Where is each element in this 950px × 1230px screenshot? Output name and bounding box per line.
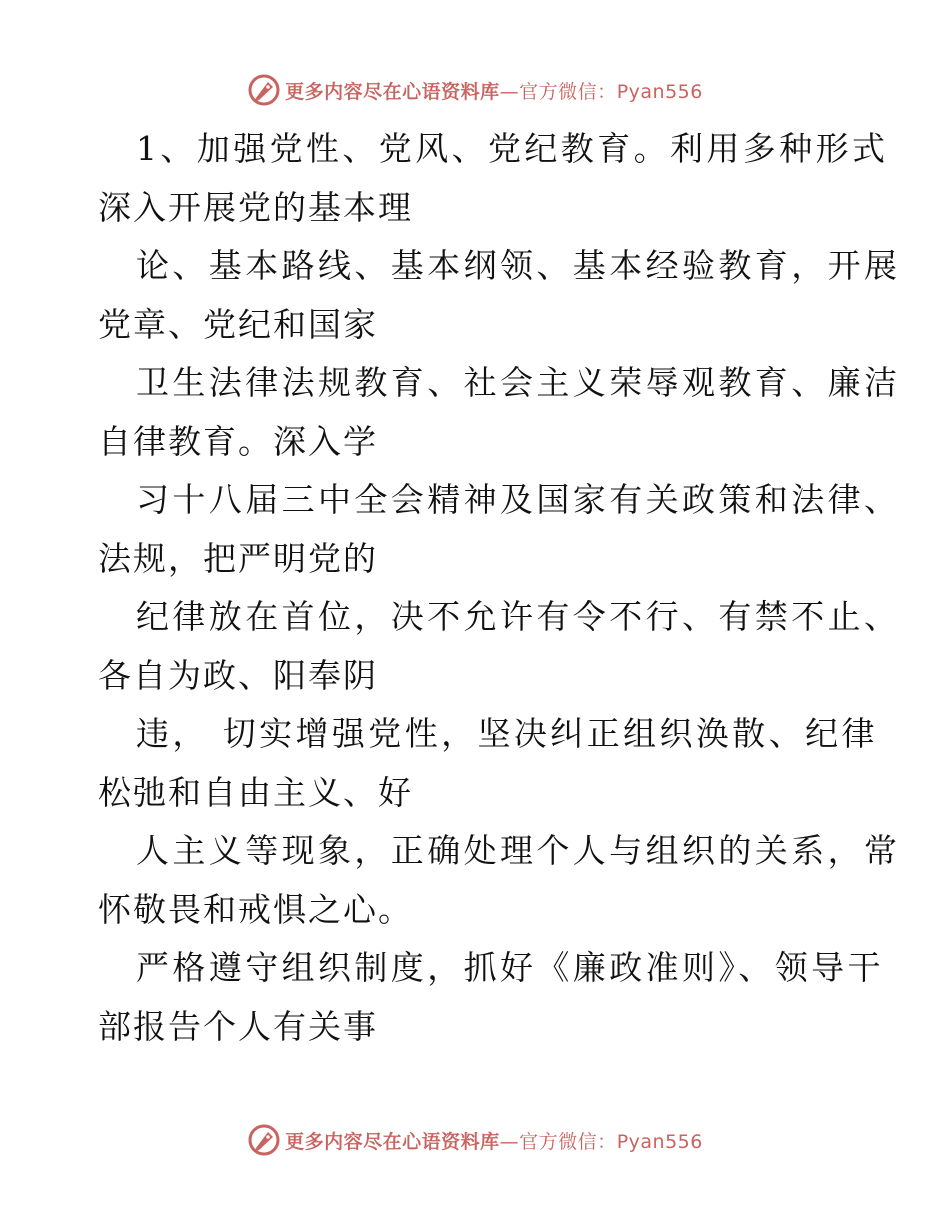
paragraph-line-continued: 自律教育。深入学 [98, 421, 378, 461]
paragraph [98, 237, 901, 354]
paragraph-line-indented: 论、基本路线、基本纲领、基本经验教育，开展 [136, 246, 901, 285]
paragraph [98, 120, 889, 237]
watermark-separator: — [499, 80, 520, 103]
paragraph-line-continued: 各自为政、阳奉阴 [98, 655, 378, 695]
pen-nib-logo-icon [247, 1123, 281, 1157]
watermark-text [285, 1127, 703, 1154]
watermark-label: 官方微信： [519, 1130, 617, 1153]
paragraph-line-continued: 党章、党纪和国家 [98, 304, 378, 344]
paragraph [98, 705, 878, 822]
paragraph-line-indented: 1、加强党性、党风、党纪教育。利用多种形式 [136, 129, 889, 168]
watermark-brand: 更多内容尽在心语资料库 [285, 1130, 500, 1153]
watermark-wechat-id: Pyan556 [616, 80, 703, 103]
watermark-label: 官方微信： [519, 80, 617, 103]
paragraph-line-indented: 习十八届三中全会精神及国家有关政策和法律、 [136, 480, 901, 519]
paragraph [98, 471, 901, 588]
watermark-text [285, 77, 703, 104]
paragraph-line-indented: 严格遵守组织制度，抓好《廉政准则》、领导干 [136, 948, 884, 987]
watermark-brand: 更多内容尽在心语资料库 [285, 80, 500, 103]
paragraph [98, 822, 901, 939]
footer-watermark [0, 1120, 950, 1160]
paragraph-line-continued: 松弛和自由主义、好 [98, 772, 413, 812]
paragraph [98, 354, 901, 471]
paragraph [98, 939, 884, 1056]
paragraph [98, 588, 901, 705]
paragraph-line-indented: 卫生法律法规教育、社会主义荣辱观教育、廉洁 [136, 363, 901, 402]
header-watermark [0, 70, 950, 110]
paragraph-line-continued: 法规，把严明党的 [98, 538, 378, 578]
paragraph-line-continued: 部报告个人有关事 [98, 1006, 378, 1046]
paragraph-line-indented: 违， 切实增强党性，坚决纠正组织涣散、纪律 [136, 714, 878, 753]
pen-nib-logo-icon [247, 73, 281, 107]
paragraph-line-continued: 深入开展党的基本理 [98, 187, 413, 227]
paragraph-line-indented: 纪律放在首位，决不允许有令不行、有禁不止、 [136, 597, 901, 636]
watermark-wechat-id: Pyan556 [616, 1130, 703, 1153]
document-body [98, 120, 901, 1056]
watermark-separator: — [499, 1130, 520, 1153]
paragraph-line-continued: 怀敬畏和戒惧之心。 [98, 889, 413, 929]
paragraph-line-indented: 人主义等现象，正确处理个人与组织的关系，常 [136, 831, 901, 870]
